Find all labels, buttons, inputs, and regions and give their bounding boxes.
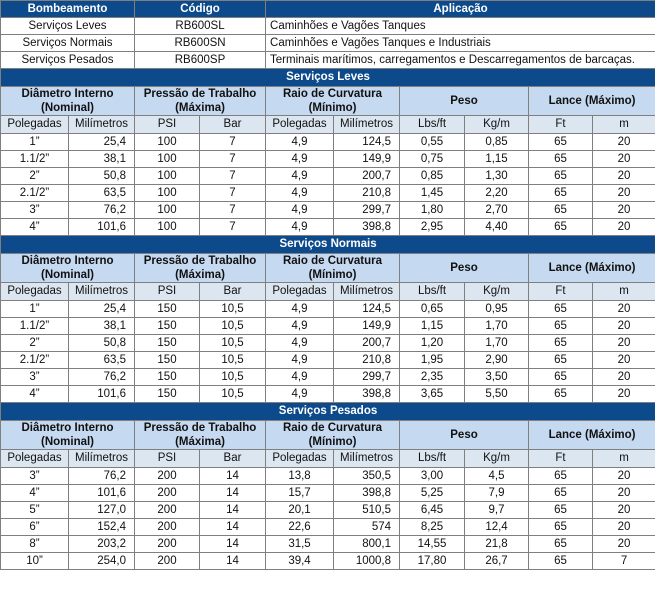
table-cell: 6,45 [400, 502, 465, 519]
table-cell: 4” [1, 386, 69, 403]
table-cell: 20 [593, 386, 655, 403]
section-title: Serviços Leves [1, 69, 655, 87]
table-cell: 20 [593, 369, 655, 386]
table-cell: 65 [529, 502, 593, 519]
unit-header: Polegadas [1, 283, 69, 301]
table-row [1, 386, 655, 403]
table-cell: 14 [200, 502, 266, 519]
column-group-lance: Lance (Máximo) [529, 87, 655, 116]
table-cell: 5” [1, 502, 69, 519]
table-cell: 100 [135, 185, 200, 202]
table-cell: 3,65 [400, 386, 465, 403]
table-cell: 20 [593, 468, 655, 485]
table-cell: 20 [593, 502, 655, 519]
table-cell: 0,85 [400, 168, 465, 185]
table-cell: 65 [529, 134, 593, 151]
table-cell: 20 [593, 352, 655, 369]
table-cell: 4,9 [266, 369, 334, 386]
unit-header: PSI [135, 116, 200, 134]
unit-header: Kg/m [465, 283, 529, 301]
table-cell: 1,70 [465, 318, 529, 335]
table-cell: 4,40 [465, 219, 529, 236]
service-code: RB600SP [135, 52, 266, 69]
header-codigo: Código [135, 1, 266, 18]
table-cell: 65 [529, 219, 593, 236]
table-cell: 398,8 [334, 386, 400, 403]
table-cell: 1,20 [400, 335, 465, 352]
table-cell: 50,8 [69, 168, 135, 185]
table-row [1, 301, 655, 318]
unit-header: Kg/m [465, 450, 529, 468]
column-group-diametro: Diâmetro Interno (Nominal) [1, 421, 135, 450]
table-row [1, 185, 655, 202]
table-cell: 7 [593, 553, 655, 570]
table-row [1, 219, 655, 236]
table-cell: 150 [135, 301, 200, 318]
table-cell: 3” [1, 202, 69, 219]
table-cell: 4,5 [465, 468, 529, 485]
header-aplicacao: Aplicação [266, 1, 655, 18]
unit-header: Ft [529, 450, 593, 468]
table-cell: 4,9 [266, 219, 334, 236]
unit-header: Bar [200, 116, 266, 134]
table-cell: 200 [135, 519, 200, 536]
table-cell: 10,5 [200, 301, 266, 318]
table-cell: 152,4 [69, 519, 135, 536]
table-cell: 20 [593, 301, 655, 318]
table-cell: 5,25 [400, 485, 465, 502]
unit-header: Polegadas [1, 116, 69, 134]
table-cell: 100 [135, 219, 200, 236]
table-cell: 20 [593, 185, 655, 202]
table-cell: 200,7 [334, 335, 400, 352]
table-cell: 100 [135, 134, 200, 151]
service-code: RB600SL [135, 18, 266, 35]
table-cell: 4” [1, 485, 69, 502]
table-row [1, 553, 655, 570]
table-cell: 20,1 [266, 502, 334, 519]
table-cell: 3” [1, 369, 69, 386]
table-row [1, 318, 655, 335]
table-cell: 14 [200, 485, 266, 502]
table-cell: 65 [529, 335, 593, 352]
table-cell: 210,8 [334, 185, 400, 202]
table-row [1, 168, 655, 185]
table-cell: 76,2 [69, 369, 135, 386]
unit-header: m [593, 283, 655, 301]
table-cell: 2.1/2” [1, 352, 69, 369]
table-cell: 65 [529, 519, 593, 536]
table-cell: 20 [593, 485, 655, 502]
column-group-peso: Peso [400, 254, 529, 283]
table-cell: 200 [135, 485, 200, 502]
table-cell: 8” [1, 536, 69, 553]
table-cell: 4,9 [266, 318, 334, 335]
unit-header: Lbs/ft [400, 283, 465, 301]
table-cell: 20 [593, 335, 655, 352]
table-cell: 510,5 [334, 502, 400, 519]
table-cell: 1,80 [400, 202, 465, 219]
table-cell: 65 [529, 369, 593, 386]
table-cell: 7 [200, 134, 266, 151]
table-cell: 65 [529, 301, 593, 318]
table-cell: 4,9 [266, 301, 334, 318]
table-cell: 65 [529, 553, 593, 570]
table-cell: 65 [529, 468, 593, 485]
column-group-pressao: Pressão de Trabalho (Máxima) [135, 254, 266, 283]
table-cell: 254,0 [69, 553, 135, 570]
table-cell: 31,5 [266, 536, 334, 553]
table-cell: 127,0 [69, 502, 135, 519]
table-row [1, 335, 655, 352]
table-cell: 4,9 [266, 352, 334, 369]
table-cell: 203,2 [69, 536, 135, 553]
unit-header: Ft [529, 283, 593, 301]
table-cell: 65 [529, 318, 593, 335]
table-cell: 7 [200, 168, 266, 185]
table-cell: 200,7 [334, 168, 400, 185]
column-group-raio: Raio de Curvatura (Mínimo) [266, 87, 400, 116]
table-cell: 150 [135, 335, 200, 352]
table-cell: 398,8 [334, 485, 400, 502]
table-cell: 0,65 [400, 301, 465, 318]
table-cell: 25,4 [69, 134, 135, 151]
table-cell: 17,80 [400, 553, 465, 570]
column-group-diametro: Diâmetro Interno (Nominal) [1, 87, 135, 116]
column-group-lance: Lance (Máximo) [529, 254, 655, 283]
table-cell: 0,95 [465, 301, 529, 318]
table-cell: 574 [334, 519, 400, 536]
unit-row [1, 116, 655, 134]
section-title: Serviços Normais [1, 236, 655, 254]
unit-header: Milímetros [69, 450, 135, 468]
table-cell: 6” [1, 519, 69, 536]
table-cell: 20 [593, 318, 655, 335]
service-application: Terminais marítimos, carregamentos e Descarregamentos de barcaças. [266, 52, 655, 69]
column-group-row [1, 254, 655, 283]
table-cell: 149,9 [334, 318, 400, 335]
unit-header: Bar [200, 283, 266, 301]
table-cell: 38,1 [69, 318, 135, 335]
table-cell: 200 [135, 502, 200, 519]
table-cell: 101,6 [69, 485, 135, 502]
table-cell: 2.1/2” [1, 185, 69, 202]
unit-header: Ft [529, 116, 593, 134]
table-cell: 7 [200, 185, 266, 202]
table-cell: 13,8 [266, 468, 334, 485]
table-cell: 350,5 [334, 468, 400, 485]
table-cell: 1,30 [465, 168, 529, 185]
table-cell: 10,5 [200, 369, 266, 386]
table-cell: 20 [593, 536, 655, 553]
table-cell: 200 [135, 536, 200, 553]
table-cell: 65 [529, 202, 593, 219]
table-cell: 26,7 [465, 553, 529, 570]
table-cell: 50,8 [69, 335, 135, 352]
table-cell: 65 [529, 536, 593, 553]
table-cell: 14 [200, 553, 266, 570]
table-cell: 210,8 [334, 352, 400, 369]
unit-header: Milímetros [334, 450, 400, 468]
table-cell: 5,50 [465, 386, 529, 403]
unit-header: Lbs/ft [400, 116, 465, 134]
table-cell: 4,9 [266, 386, 334, 403]
section-title-row [1, 403, 655, 421]
table-cell: 800,1 [334, 536, 400, 553]
unit-header: Polegadas [266, 116, 334, 134]
table-cell: 2,35 [400, 369, 465, 386]
table-row [1, 502, 655, 519]
table-row [1, 134, 655, 151]
section-title-row [1, 236, 655, 254]
table-cell: 3,00 [400, 468, 465, 485]
table-cell: 150 [135, 386, 200, 403]
table-row [1, 536, 655, 553]
table-cell: 38,1 [69, 151, 135, 168]
table-cell: 2,95 [400, 219, 465, 236]
column-group-row [1, 87, 655, 116]
table-cell: 1.1/2” [1, 151, 69, 168]
table-cell: 9,7 [465, 502, 529, 519]
table-cell: 3,50 [465, 369, 529, 386]
table-cell: 101,6 [69, 386, 135, 403]
table-cell: 7 [200, 151, 266, 168]
column-group-row [1, 421, 655, 450]
unit-header: Milímetros [334, 283, 400, 301]
table-cell: 21,8 [465, 536, 529, 553]
table-cell: 398,8 [334, 219, 400, 236]
column-group-peso: Peso [400, 87, 529, 116]
table-cell: 1,15 [465, 151, 529, 168]
unit-row [1, 450, 655, 468]
table-cell: 101,6 [69, 219, 135, 236]
table-cell: 100 [135, 151, 200, 168]
table-cell: 65 [529, 485, 593, 502]
service-code: RB600SN [135, 35, 266, 52]
unit-header: Polegadas [1, 450, 69, 468]
table-row [1, 352, 655, 369]
service-name: Serviços Pesados [1, 52, 135, 69]
table-cell: 10,5 [200, 386, 266, 403]
table-cell: 7 [200, 202, 266, 219]
unit-header: Polegadas [266, 450, 334, 468]
table-row [1, 202, 655, 219]
table-cell: 65 [529, 168, 593, 185]
table-cell: 0,55 [400, 134, 465, 151]
section-title-row [1, 69, 655, 87]
unit-header: Milímetros [69, 116, 135, 134]
table-cell: 20 [593, 519, 655, 536]
table-cell: 1,95 [400, 352, 465, 369]
table-cell: 1” [1, 301, 69, 318]
table-cell: 76,2 [69, 468, 135, 485]
column-group-raio: Raio de Curvatura (Mínimo) [266, 254, 400, 283]
column-group-pressao: Pressão de Trabalho (Máxima) [135, 87, 266, 116]
table-cell: 14 [200, 468, 266, 485]
table-cell: 20 [593, 202, 655, 219]
table-cell: 4” [1, 219, 69, 236]
table-cell: 124,5 [334, 301, 400, 318]
table-cell: 4,9 [266, 151, 334, 168]
table-cell: 65 [529, 352, 593, 369]
table-cell: 20 [593, 151, 655, 168]
table-cell: 63,5 [69, 185, 135, 202]
service-application: Caminhões e Vagões Tanques [266, 18, 655, 35]
unit-header: Milímetros [334, 116, 400, 134]
table-cell: 63,5 [69, 352, 135, 369]
table-row [1, 369, 655, 386]
table-cell: 10,5 [200, 318, 266, 335]
unit-header: Lbs/ft [400, 450, 465, 468]
unit-header: PSI [135, 283, 200, 301]
table-cell: 20 [593, 168, 655, 185]
table-cell: 150 [135, 318, 200, 335]
column-group-peso: Peso [400, 421, 529, 450]
table-cell: 0,75 [400, 151, 465, 168]
table-cell: 1” [1, 134, 69, 151]
table-cell: 14 [200, 519, 266, 536]
table-cell: 299,7 [334, 202, 400, 219]
table-cell: 12,4 [465, 519, 529, 536]
table-row [1, 519, 655, 536]
table-cell: 200 [135, 468, 200, 485]
table-cell: 65 [529, 151, 593, 168]
table-cell: 299,7 [334, 369, 400, 386]
table-cell: 100 [135, 168, 200, 185]
header-bombeamento: Bombeamento [1, 1, 135, 18]
table-cell: 1000,8 [334, 553, 400, 570]
table-cell: 1,45 [400, 185, 465, 202]
table-cell: 0,85 [465, 134, 529, 151]
table-cell: 8,25 [400, 519, 465, 536]
table-cell: 149,9 [334, 151, 400, 168]
table-cell: 1,70 [465, 335, 529, 352]
table-cell: 4,9 [266, 185, 334, 202]
unit-header: m [593, 450, 655, 468]
table-cell: 10” [1, 553, 69, 570]
table-cell: 14 [200, 536, 266, 553]
column-group-lance: Lance (Máximo) [529, 421, 655, 450]
table-cell: 15,7 [266, 485, 334, 502]
table-cell: 4,9 [266, 335, 334, 352]
table-cell: 7 [200, 219, 266, 236]
table-cell: 2,20 [465, 185, 529, 202]
service-name: Serviços Leves [1, 18, 135, 35]
table-cell: 25,4 [69, 301, 135, 318]
table-cell: 7,9 [465, 485, 529, 502]
table-cell: 1.1/2” [1, 318, 69, 335]
table-cell: 4,9 [266, 168, 334, 185]
unit-header: Polegadas [266, 283, 334, 301]
section-title: Serviços Pesados [1, 403, 655, 421]
table-cell: 4,9 [266, 134, 334, 151]
table-cell: 3” [1, 468, 69, 485]
table-cell: 1,15 [400, 318, 465, 335]
table-cell: 150 [135, 369, 200, 386]
table-row [1, 468, 655, 485]
table-row [1, 485, 655, 502]
table-cell: 39,4 [266, 553, 334, 570]
unit-header: Kg/m [465, 116, 529, 134]
column-group-diametro: Diâmetro Interno (Nominal) [1, 254, 135, 283]
column-group-pressao: Pressão de Trabalho (Máxima) [135, 421, 266, 450]
service-name: Serviços Normais [1, 35, 135, 52]
unit-header: PSI [135, 450, 200, 468]
table-cell: 10,5 [200, 352, 266, 369]
unit-header: Bar [200, 450, 266, 468]
service-application: Caminhões e Vagões Tanques e Industriais [266, 35, 655, 52]
column-group-raio: Raio de Curvatura (Mínimo) [266, 421, 400, 450]
table-cell: 10,5 [200, 335, 266, 352]
unit-row [1, 283, 655, 301]
table-cell: 22,6 [266, 519, 334, 536]
table-cell: 65 [529, 386, 593, 403]
table-cell: 2” [1, 335, 69, 352]
unit-header: Milímetros [69, 283, 135, 301]
table-cell: 2,70 [465, 202, 529, 219]
table-row [1, 151, 655, 168]
table-cell: 4,9 [266, 202, 334, 219]
table-cell: 2,90 [465, 352, 529, 369]
table-cell: 65 [529, 185, 593, 202]
table-cell: 2” [1, 168, 69, 185]
table-cell: 20 [593, 219, 655, 236]
table-cell: 150 [135, 352, 200, 369]
table-cell: 76,2 [69, 202, 135, 219]
table-cell: 200 [135, 553, 200, 570]
unit-header: m [593, 116, 655, 134]
table-cell: 100 [135, 202, 200, 219]
table-cell: 20 [593, 134, 655, 151]
table-cell: 124,5 [334, 134, 400, 151]
table-cell: 14,55 [400, 536, 465, 553]
